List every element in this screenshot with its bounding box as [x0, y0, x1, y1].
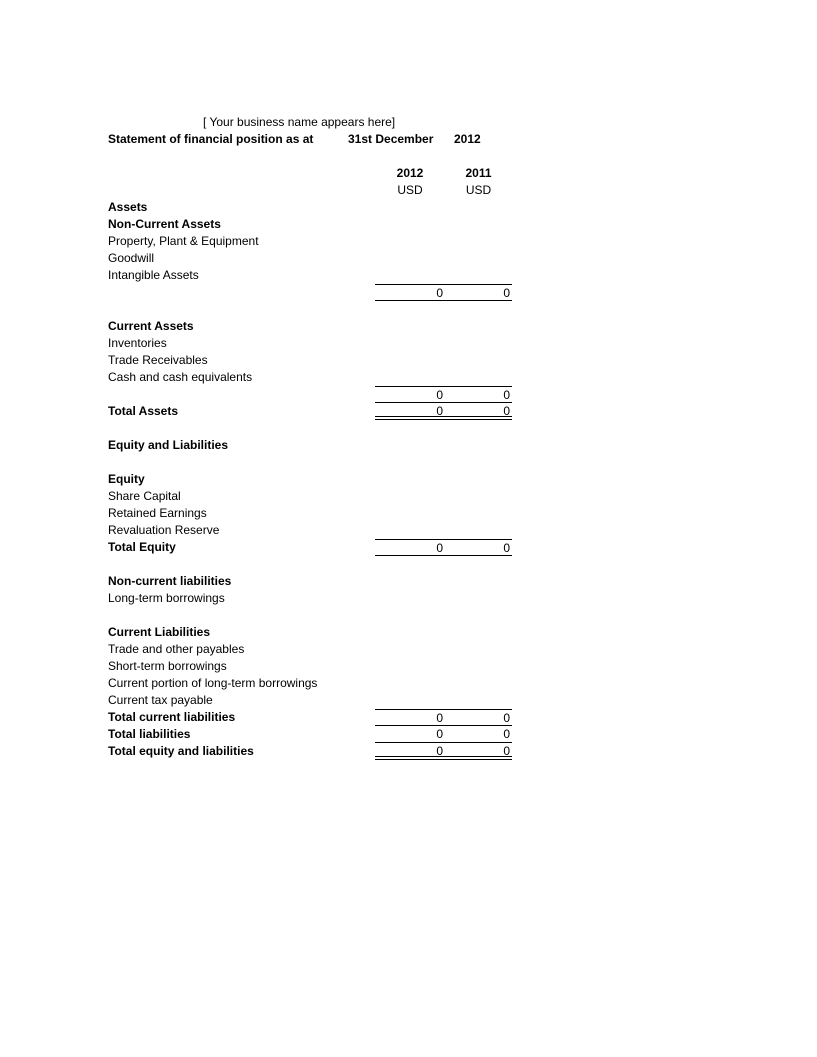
column-year-header-row [108, 165, 512, 182]
value-2012: 0 [375, 284, 445, 301]
spacer-row [108, 454, 512, 471]
spacer-row [108, 556, 512, 573]
total-label: Total Assets [108, 404, 179, 418]
row-total-equity [108, 539, 512, 556]
value-2012: 0 [375, 709, 445, 726]
column-currency-header-row [108, 182, 512, 199]
row-current-liabilities-heading [108, 624, 512, 641]
currency-header-2011: USD [465, 183, 492, 197]
section-heading: Equity and Liabilities [108, 438, 229, 452]
row-label: Short-term borrowings [108, 659, 227, 673]
row-trade-receivables [108, 352, 512, 369]
value-2012: 0 [375, 403, 445, 420]
year-column-header-2011: 2011 [465, 166, 492, 180]
row-label: Intangible Assets [108, 268, 199, 282]
year-column-header-2012: 2012 [396, 166, 424, 180]
row-current-assets-subtotal [108, 386, 512, 403]
row-inventories [108, 335, 512, 352]
value-2011: 0 [445, 284, 512, 301]
spacer-row [108, 148, 512, 165]
row-label: Trade Receivables [108, 353, 208, 367]
value-2012: 0 [375, 743, 445, 760]
row-share-capital [108, 488, 512, 505]
row-label: Revaluation Reserve [108, 523, 220, 537]
section-heading: Equity [108, 472, 145, 486]
financial-statement-sheet [108, 114, 512, 760]
statement-date: 31st December [348, 132, 434, 146]
row-label: Current tax payable [108, 693, 213, 707]
total-label: Total current liabilities [108, 710, 236, 724]
row-current-tax-payable [108, 692, 512, 709]
row-label: Inventories [108, 336, 167, 350]
row-total-current-liabilities [108, 709, 512, 726]
value-2011: 0 [445, 539, 512, 556]
row-trade-and-other-payables [108, 641, 512, 658]
row-intangible-assets [108, 267, 512, 284]
row-assets-heading [108, 199, 512, 216]
row-cash-and-cash-equivalents [108, 369, 512, 386]
total-label: Total Equity [108, 540, 176, 554]
value-2012: 0 [375, 726, 445, 743]
row-label: Trade and other payables [108, 642, 245, 656]
section-heading: Non-current liabilities [108, 574, 232, 588]
row-non-current-liabilities-heading [108, 573, 512, 590]
row-goodwill [108, 250, 512, 267]
row-total-equity-and-liabilities [108, 743, 512, 760]
value-2011: 0 [445, 743, 512, 760]
row-current-portion-of-long-term-borrowings [108, 675, 512, 692]
business-name-row [108, 114, 512, 131]
currency-header-2012: USD [397, 183, 423, 197]
row-label: Goodwill [108, 251, 155, 265]
spacer-row [108, 607, 512, 624]
spacer-row [108, 420, 512, 437]
value-2011: 0 [445, 726, 512, 743]
value-2011: 0 [445, 709, 512, 726]
column-header-spacer [108, 182, 375, 199]
statement-year: 2012 [454, 132, 481, 146]
row-label: Property, Plant & Equipment [108, 234, 259, 248]
row-short-term-borrowings [108, 658, 512, 675]
row-equity-and-liabilities-heading [108, 437, 512, 454]
statement-title-row [108, 131, 512, 148]
row-total-liabilities [108, 726, 512, 743]
section-heading: Assets [108, 200, 148, 214]
value-2012: 0 [375, 386, 445, 403]
value-2011: 0 [445, 403, 512, 420]
row-label: Long-term borrowings [108, 591, 225, 605]
row-label: Share Capital [108, 489, 181, 503]
row-equity-heading [108, 471, 512, 488]
row-current-assets-heading [108, 318, 512, 335]
total-label: Total liabilities [108, 727, 191, 741]
section-heading: Current Assets [108, 319, 194, 333]
row-long-term-borrowings [108, 590, 512, 607]
total-label: Total equity and liabilities [108, 744, 254, 758]
row-label: Retained Earnings [108, 506, 207, 520]
section-heading: Current Liabilities [108, 625, 211, 639]
row-total-assets [108, 403, 512, 420]
row-label: Current portion of long-term borrowings [108, 676, 318, 690]
row-non-current-assets-heading [108, 216, 512, 233]
row-retained-earnings [108, 505, 512, 522]
spacer-row [108, 301, 512, 318]
column-header-spacer [108, 165, 375, 182]
value-2011: 0 [445, 386, 512, 403]
row-label: Cash and cash equivalents [108, 370, 253, 384]
row-revaluation-reserve [108, 522, 512, 539]
statement-title: Statement of financial position as at [108, 132, 314, 146]
row-label [108, 386, 375, 403]
row-non-current-assets-subtotal [108, 284, 512, 301]
value-2012: 0 [375, 539, 445, 556]
section-heading: Non-Current Assets [108, 217, 221, 231]
business-name: [ Your business name appears here] [203, 115, 396, 129]
row-property-plant-equipment [108, 233, 512, 250]
row-label [108, 284, 375, 301]
